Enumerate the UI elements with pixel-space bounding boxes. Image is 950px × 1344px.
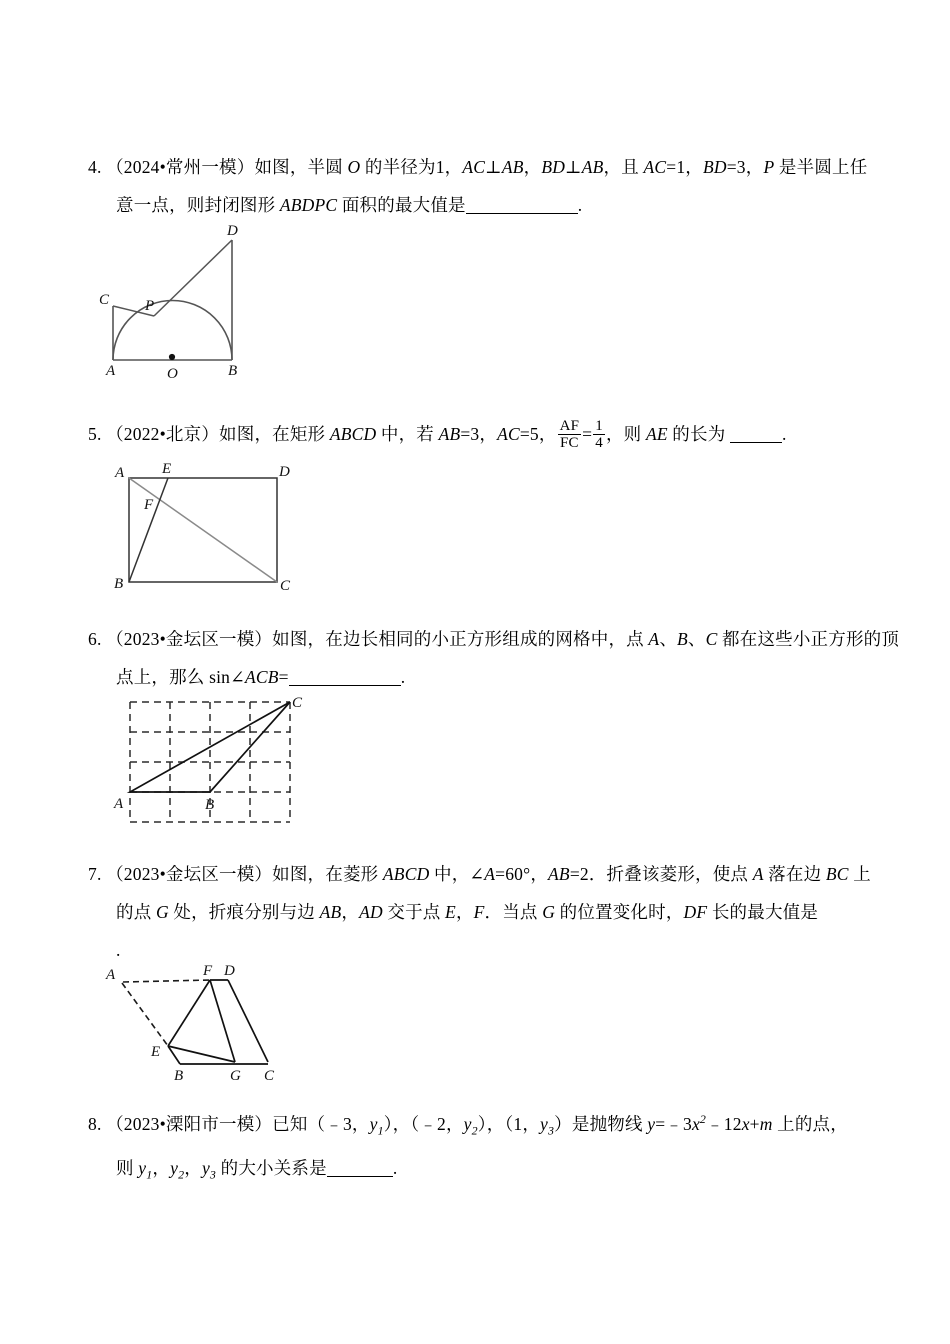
problem-7-text-b: 中，∠: [429, 864, 485, 884]
figure-ABDPC: ABDPC: [279, 195, 338, 215]
problem-4-source: （2024•常州一模）: [106, 157, 255, 177]
problem-7-text-h: 处，折痕分别与边: [168, 902, 320, 922]
problem-6-line-2: [88, 658, 872, 696]
label-F-p7: F: [203, 963, 213, 979]
problem-7-source: （2023•金坛区一模）: [106, 864, 273, 884]
problem-4-text-h: 意一点，则封闭图形: [116, 195, 280, 215]
label-C-p5: C: [280, 578, 291, 594]
equation-part-b: ﹣12: [706, 1113, 742, 1134]
answer-blank-5[interactable]: [730, 442, 782, 443]
segment-BC-p7: BC: [825, 864, 849, 884]
label-B-p7: B: [174, 1068, 184, 1084]
problem-8-text-a: 已知（﹣3，: [272, 1113, 370, 1134]
problem-6-period: .: [400, 667, 406, 687]
problem-4-text-g: 是半圆上任: [774, 157, 868, 177]
problem-8-line-2: [88, 1149, 872, 1194]
label-D-p7: D: [224, 963, 235, 979]
label-B-p4: B: [228, 363, 238, 379]
problem-5-number: 5.: [88, 424, 102, 444]
label-D-p4: D: [227, 223, 238, 239]
label-G-p7: G: [230, 1068, 241, 1084]
perp-2: ⊥: [565, 157, 582, 177]
var-y2-sub-b: 2: [178, 1167, 185, 1182]
segment-AB-p7: AB: [548, 864, 570, 884]
equation-m: m: [759, 1113, 773, 1134]
label-A-p5: A: [115, 465, 125, 481]
problem-7-text-k: 的位置变化时，: [555, 902, 684, 922]
var-y2: y: [463, 1113, 472, 1134]
rect-ABCD: ABCD: [329, 424, 377, 444]
problem-4-number: 4.: [88, 157, 102, 177]
segment-AD-p7: AD: [359, 902, 383, 922]
var-y1-sub-b: 1: [146, 1167, 153, 1182]
var-y3: y: [540, 1113, 549, 1134]
var-y2-b: y: [170, 1158, 179, 1179]
problem-7-text-a: 如图，在菱形: [272, 864, 383, 884]
answer-blank-6[interactable]: [289, 685, 401, 686]
problem-7-sep-2: ，: [455, 902, 474, 922]
var-y3-sub: 3: [548, 1123, 555, 1138]
problem-4-text-b: 的半径为1，: [360, 157, 463, 177]
label-E-p7: E: [151, 1044, 161, 1060]
problem-8-text-d: ）是抛物线: [554, 1113, 648, 1134]
var-y3-sub-b: 3: [209, 1167, 217, 1182]
point-A-p6: A: [648, 629, 660, 649]
problem-4-line-1: [88, 148, 872, 186]
label-E-p5: E: [162, 461, 172, 477]
var-y1-b: y: [138, 1158, 147, 1179]
problem-7-line-1: [88, 855, 872, 893]
problem-6-figure: [88, 697, 318, 832]
label-F-p5: F: [144, 497, 154, 513]
label-B-p6: B: [205, 797, 215, 813]
fraction-denominator: FC: [558, 434, 582, 452]
segment-BD: BD: [541, 157, 566, 177]
problem-8-text-b: ），（﹣2，: [383, 1113, 464, 1134]
problem-7-text-g: 的点: [116, 902, 156, 922]
point-C-p6: C: [705, 629, 718, 649]
label-P: P: [763, 157, 775, 177]
point-A-p7: A: [752, 864, 764, 884]
problem-4-text-a: 如图，半圆: [254, 157, 348, 177]
problem-4-text-d: ，且: [603, 157, 644, 177]
var-y1-sub: 1: [377, 1123, 384, 1138]
segment-AC-eq: AC: [643, 157, 667, 177]
problem-7-text-c: =60°，: [495, 864, 549, 884]
problem-5: [88, 415, 872, 453]
problem-7-text-e: 落在边: [763, 864, 826, 884]
segment-AB-p7-2: AB: [319, 902, 342, 922]
label-C-p6: C: [292, 695, 303, 711]
problem-5-text-e: ，则: [605, 424, 646, 444]
point-G-p7: G: [155, 902, 169, 922]
problem-5-source: （2022•北京）: [106, 424, 220, 444]
fraction2-numerator: 1: [595, 417, 603, 434]
problem-8-period: .: [392, 1158, 398, 1179]
problem-4-period: .: [577, 195, 583, 215]
problem-4-text-i: 面积的最大值是: [337, 195, 466, 215]
perp-1: ⊥: [485, 157, 502, 177]
problem-7: [88, 855, 872, 969]
problem-5-text-c: =3，: [460, 424, 498, 444]
problem-6-line-1: [88, 620, 900, 658]
problem-6: [88, 620, 900, 696]
problem-8-number: 8.: [88, 1113, 102, 1134]
segment-BD-eq: BD: [702, 157, 727, 177]
var-y1: y: [369, 1113, 378, 1134]
label-C-p7: C: [264, 1068, 275, 1084]
problem-6-number: 6.: [88, 629, 102, 649]
problem-5-text-b: 中，若: [376, 424, 439, 444]
point-F-p7: F: [473, 902, 485, 922]
problem-8-line-1: [88, 1100, 872, 1149]
problem-8-source: （2023•溧阳市一模）: [106, 1113, 273, 1134]
fraction-equals: =: [582, 424, 593, 444]
problem-6-text-a: 如图，在边长相同的小正方形组成的网格中，点: [272, 629, 649, 649]
var-y3-b: y: [201, 1158, 210, 1179]
label-A-p7: A: [106, 967, 116, 983]
fraction-numerator: AF: [559, 417, 580, 434]
fraction2-denominator: 4: [595, 435, 603, 452]
problem-4-figure: [88, 218, 318, 383]
problem-6-text-e: 点上，那么 sin∠: [116, 667, 245, 687]
label-B-p5: B: [114, 576, 124, 592]
label-D-p5: D: [279, 464, 290, 480]
segment-DF-p7: DF: [683, 902, 708, 922]
problem-8: [88, 1100, 872, 1194]
problem-7-text-f: 上: [848, 864, 871, 884]
problem-5-text-a: 如图，在矩形: [219, 424, 330, 444]
problem-7-number: 7.: [88, 864, 102, 884]
problem-8-text-e: 上的点，: [772, 1113, 848, 1134]
problem-7-sep-1: ，: [341, 902, 360, 922]
problem-7-text-l: 长的最大值是: [707, 902, 819, 922]
problem-4-text-e: =1，: [666, 157, 703, 177]
problem-6-text-d: 都在这些小正方形的顶: [717, 629, 900, 649]
equation-x-2: x: [741, 1113, 750, 1134]
segment-AB-p5: AB: [438, 424, 461, 444]
problem-6-sep-2: 、: [687, 629, 706, 649]
answer-blank-4[interactable]: [466, 213, 578, 214]
problem-8-text-f: 则: [116, 1158, 139, 1179]
label-A-p4: A: [106, 363, 116, 379]
equation-x: x: [691, 1113, 700, 1134]
label-A-p6: A: [114, 796, 124, 812]
problem-7-period: .: [116, 940, 121, 960]
problem-5-line-1: [88, 415, 872, 453]
problem-8-text-g: 的大小关系是: [216, 1158, 327, 1179]
point-E-p7: E: [445, 902, 456, 922]
problem-7-figure: [88, 958, 298, 1083]
label-P-p4: P: [145, 298, 155, 314]
point-G-p7-2: G: [542, 902, 556, 922]
problem-4: [88, 148, 872, 224]
problem-8-sep-1: ，: [152, 1158, 171, 1179]
problem-7-line-2: [88, 893, 872, 931]
angle-ACB: ACB: [244, 667, 279, 687]
problem-5-text-d: =5，: [519, 424, 557, 444]
problem-5-period: .: [781, 424, 787, 444]
segment-AC: AC: [462, 157, 486, 177]
equation-part-a: =﹣3: [655, 1113, 692, 1134]
segment-AC-p5: AC: [497, 424, 520, 444]
segment-AB: AB: [501, 157, 524, 177]
fraction-one-fourth: [593, 418, 605, 453]
point-B-p6: B: [677, 629, 688, 649]
label-C-p4: C: [99, 292, 110, 308]
problem-7-text-i: 交于点: [382, 902, 446, 922]
fraction-AF-FC: [558, 418, 582, 453]
problem-6-equals: =: [278, 667, 289, 687]
problem-8-text-c: ），（1，: [477, 1113, 541, 1134]
segment-AB-2: AB: [581, 157, 604, 177]
label-O: O: [347, 157, 361, 177]
rhombus-ABCD: ABCD: [382, 864, 430, 884]
problem-7-text-j: ．当点: [484, 902, 543, 922]
segment-AE-p5: AE: [645, 424, 668, 444]
problem-8-sep-2: ，: [184, 1158, 202, 1179]
equation-exponent: 2: [699, 1112, 707, 1126]
label-O-p4: O: [167, 366, 178, 382]
equation-plus: +: [749, 1113, 760, 1134]
problem-4-text-c: ，: [523, 157, 542, 177]
problem-6-sep-1: 、: [659, 629, 678, 649]
answer-blank-8[interactable]: [327, 1176, 393, 1177]
problem-6-source: （2023•金坛区一模）: [106, 629, 273, 649]
problem-7-text-d: =2．折叠该菱形，使点: [569, 864, 753, 884]
equation-y: y: [647, 1113, 656, 1134]
angle-A-p7: A: [484, 864, 496, 884]
var-y2-sub: 2: [471, 1123, 478, 1138]
problem-5-figure: [88, 462, 308, 602]
problem-5-text-f: 的长为: [667, 424, 730, 444]
problem-4-text-f: =3，: [726, 157, 764, 177]
